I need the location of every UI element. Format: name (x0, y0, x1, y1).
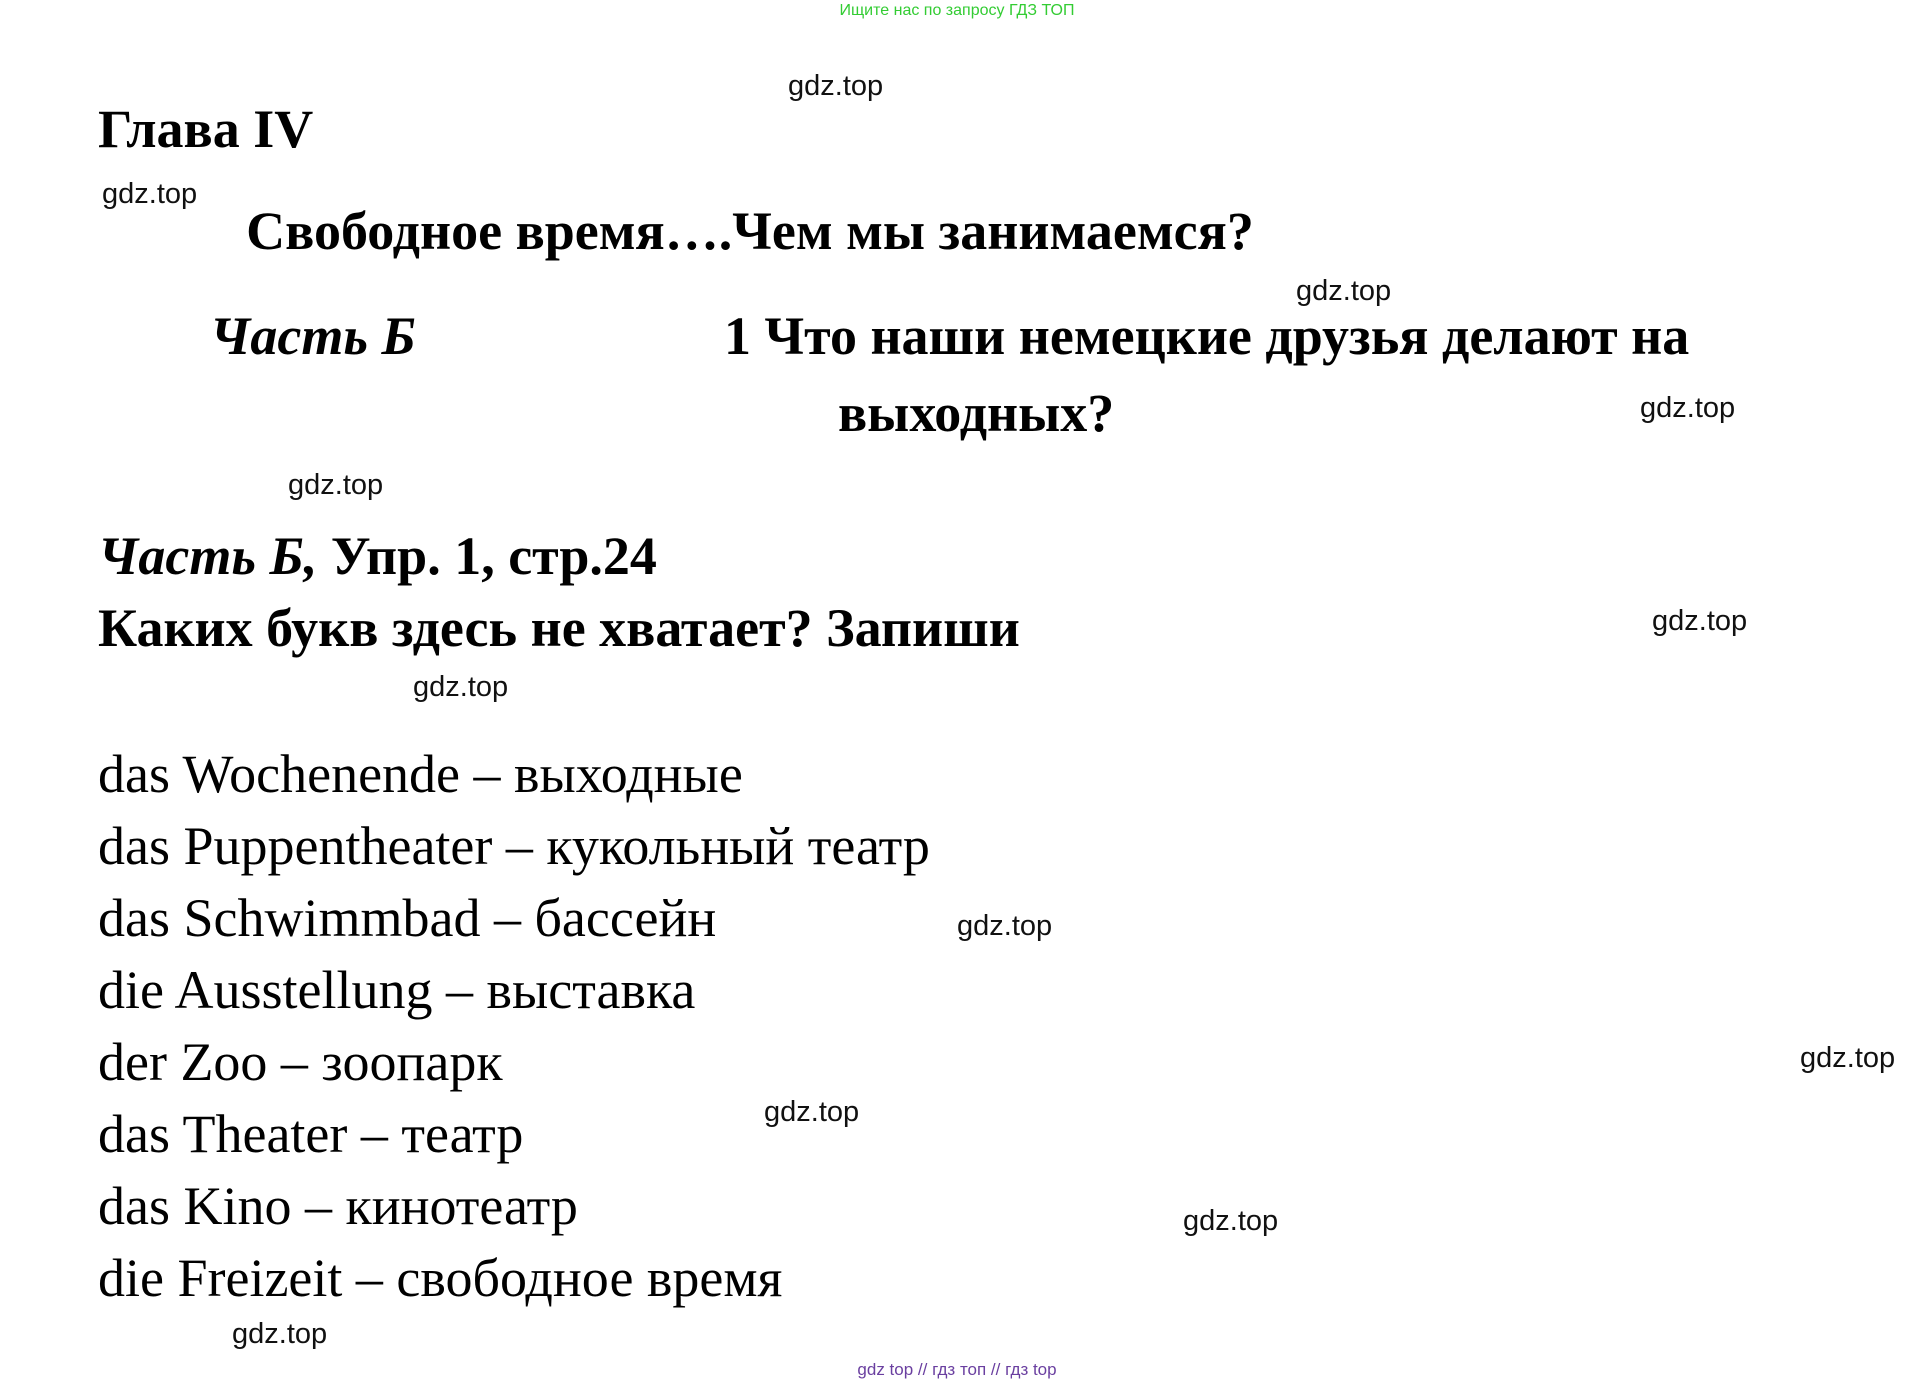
vocab-item: das Schwimmbad – бассейн (98, 888, 717, 948)
watermark: gdz.top (788, 70, 884, 102)
vocab-item: der Zoo – зоопарк (98, 1032, 503, 1092)
vocab-item: das Theater – театр (98, 1104, 524, 1164)
watermark: gdz.top (232, 1318, 328, 1350)
vocab-item: das Wochenende – выходные (98, 744, 743, 804)
watermark: gdz.top (1296, 275, 1392, 307)
chapter-title: Глава IV (98, 99, 314, 159)
vocab-item: das Puppentheater – кукольный театр (98, 816, 930, 876)
watermark: gdz.top (1183, 1205, 1279, 1237)
watermark: gdz.top (288, 469, 384, 501)
exercise-heading (98, 525, 657, 587)
lesson-title-line-1: 1 Что наши немецкие друзья делают на (724, 306, 1690, 366)
watermark: gdz.top (102, 178, 198, 210)
section-title: Свободное время….Чем мы занимаемся? (246, 201, 1254, 261)
top-banner: Ищите нас по запросу ГДЗ ТОП (839, 2, 1075, 19)
vocabulary-list (98, 738, 930, 1314)
footer-links: gdz top // гдз топ // гдз top (857, 1360, 1057, 1379)
task-instruction: Каких букв здесь не хватает? Запиши (98, 598, 1020, 658)
vocab-item: das Kino – кинотеатр (98, 1176, 578, 1236)
watermark: gdz.top (957, 910, 1053, 942)
watermark: gdz.top (1800, 1042, 1896, 1074)
part-label: Часть Б (210, 306, 416, 366)
vocab-item: die Freizeit – свободное время (98, 1248, 783, 1308)
watermark: gdz.top (1640, 392, 1736, 424)
exercise-part: Часть Б, (98, 526, 318, 586)
watermark: gdz.top (1652, 605, 1748, 637)
exercise-reference: Упр. 1, стр.24 (317, 526, 657, 586)
watermark: gdz.top (764, 1096, 860, 1128)
vocab-item: die Ausstellung – выставка (98, 960, 696, 1020)
watermark: gdz.top (413, 671, 509, 703)
lesson-title-line-2: выходных? (838, 383, 1115, 443)
